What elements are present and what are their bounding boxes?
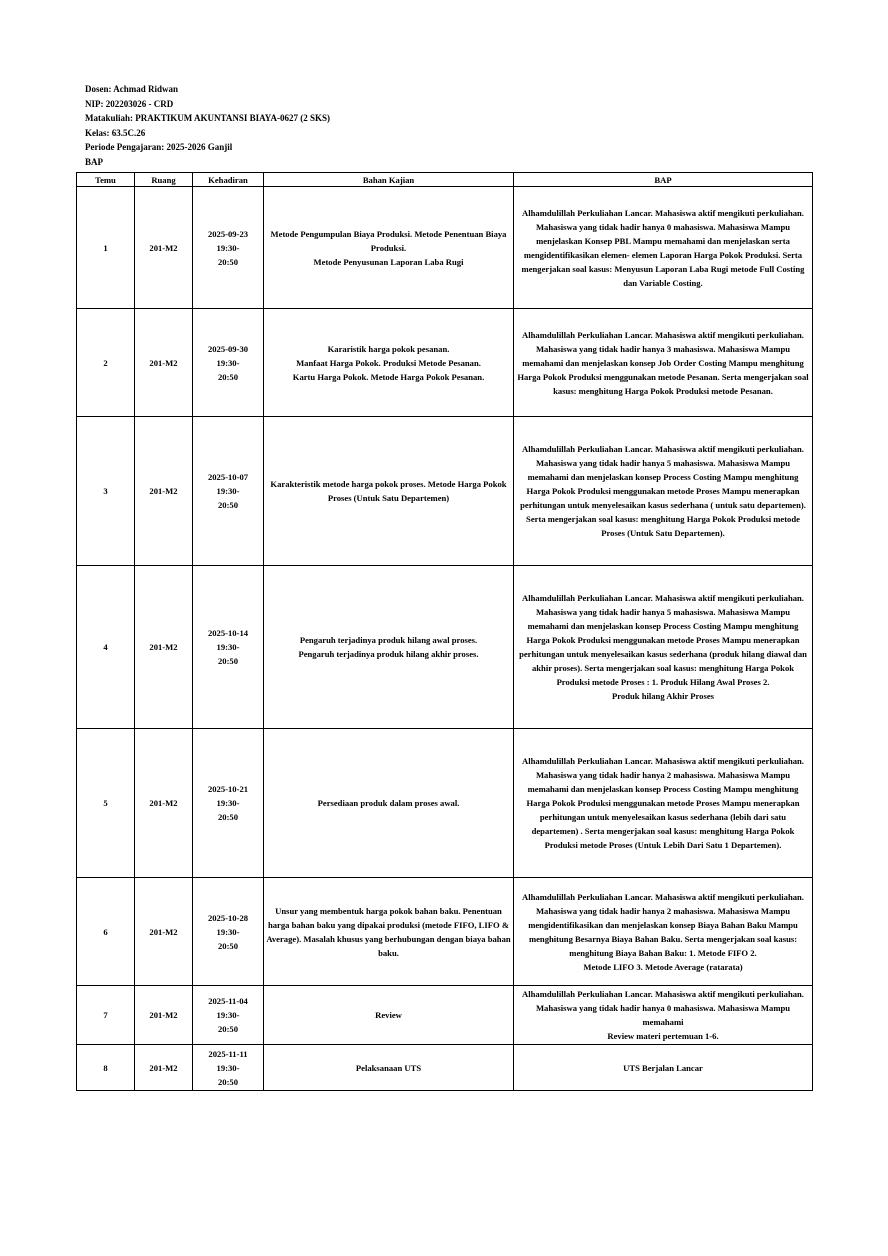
attendance-time: 19:30- <box>216 1062 240 1073</box>
cell-bahan-kajian <box>264 1045 514 1091</box>
bap-text: Alhamdulillah Perkuliahan Lancar. Mahasiswa aktif mengikuti perkuliahan. Mahasiswa yang tidak hadir hanya 0 mahasiswa. Mahasiswa Mampu memahami Review materi pertemuan 1-6. <box>522 989 804 1041</box>
attendance-time: 19:30- <box>216 926 240 937</box>
cell-bahan-kajian <box>264 986 514 1045</box>
cell-temu: 1 <box>77 187 135 309</box>
cell-ruang: 201-M2 <box>135 309 193 417</box>
cell-temu: 7 <box>77 986 135 1045</box>
table-row <box>77 986 813 1045</box>
bap-text: UTS Berjalan Lancar <box>623 1062 703 1073</box>
cell-bap <box>514 986 813 1045</box>
cell-bap <box>514 417 813 566</box>
bap-text: Alhamdulillah Perkuliahan Lancar. Mahasiswa aktif mengikuti perkuliahan. Mahasiswa yang tidak hadir hanya 5 mahasiswa. Mahasiswa Mampu memahami dan menjelaskan konsep Process Costing Mampu menghitung Harga Pokok Produksi menggunakan metode Proses Mampu menerapkan perhitungan untuk menyelesaikan kasus sederhana (produk hilang diawal dan akhir proses). Serta mengerjakan soal kasus: menghitung Harga Pokok Produksi metode Proses : 1. Produk Hilang Awal Proses 2. Produk hilang Akhir Proses <box>519 593 807 701</box>
table-row <box>77 566 813 729</box>
cell-bahan-kajian <box>264 878 514 986</box>
cell-temu: 8 <box>77 1045 135 1091</box>
cell-kehadiran <box>193 878 264 986</box>
cell-bahan-kajian <box>264 417 514 566</box>
period-line: Periode Pengajaran: 2025-2026 Ganjil <box>85 142 233 152</box>
attendance-date: 2025-10-28 <box>207 912 249 923</box>
cell-temu: 4 <box>77 566 135 729</box>
attendance-time: 19:30- <box>216 357 240 368</box>
bahan-kajian-text: Karakteristik metode harga pokok proses. Metode Harga Pokok Proses (Untuk Satu Departemen) <box>270 479 507 503</box>
attendance-date: 2025-10-07 <box>207 472 249 482</box>
bap-text: Alhamdulillah Perkuliahan Lancar. Mahasiswa aktif mengikuti perkuliahan. Mahasiswa yang tidak hadir hanya 5 mahasiswa. Mahasiswa Mampu memahami dan menjelaskan konsep Process Costing Mampu menghitung Harga Pokok Produksi menggunakan metode Proses Mampu menerapkan perhitungan untuk menyelesaikan kasus sederhana ( untuk satu departemen). Serta mengerjakan soal kasus: menghitung Harga Pokok Produksi metode Proses (Untuk Satu Departemen). <box>520 444 806 538</box>
cell-kehadiran <box>193 1045 264 1091</box>
attendance-time: 20:50 <box>217 940 239 951</box>
cell-ruang: 201-M2 <box>135 417 193 566</box>
col-header-bap: BAP <box>514 173 813 187</box>
lecturer-line: Dosen: Achmad Ridwan <box>85 84 179 94</box>
cell-kehadiran <box>193 187 264 309</box>
cell-kehadiran <box>193 566 264 729</box>
col-header-ruang: Ruang <box>135 173 193 187</box>
cell-kehadiran <box>193 729 264 878</box>
attendance-date: 2025-10-14 <box>207 628 249 638</box>
cell-bap <box>514 1045 813 1091</box>
cell-bap <box>514 729 813 878</box>
attendance-date: 2025-10-21 <box>207 784 249 794</box>
attendance-time: 20:50 <box>217 812 239 822</box>
bahan-kajian-text: Review <box>375 1010 402 1020</box>
cell-ruang: 201-M2 <box>135 986 193 1045</box>
attendance-time: 20:50 <box>217 1024 239 1034</box>
cell-kehadiran <box>193 417 264 566</box>
bahan-kajian-text: Pelaksanaan UTS <box>355 1062 422 1073</box>
cell-ruang: 201-M2 <box>135 878 193 986</box>
cell-ruang: 201-M2 <box>135 187 193 309</box>
cell-bahan-kajian <box>264 566 514 729</box>
bahan-kajian-text: Unsur yang membentuk harga pokok bahan baku. Penentuan harga bahan baku yang dipakai produksi (metode FIFO, LIFO & Average). Masalah khusus yang berhubungan dengan biaya bahan baku. <box>266 905 511 958</box>
cell-ruang: 201-M2 <box>135 566 193 729</box>
table-row <box>77 878 813 986</box>
attendance-time: 19:30- <box>216 242 240 253</box>
attendance-time: 20:50 <box>217 1076 239 1087</box>
table-row <box>77 1045 813 1091</box>
table-row <box>77 187 813 309</box>
cell-bahan-kajian <box>264 729 514 878</box>
bap-text: Alhamdulillah Perkuliahan Lancar. Mahasiswa aktif mengikuti perkuliahan. Mahasiswa yang tidak hadir hanya 2 mahasiswa. Mahasiswa Mampu memahami dan menjelaskan konsep Process Costing Mampu menghitung Harga Pokok Produksi menggunakan metode Proses Mampu menerapkan perhitungan untuk menyelesaikan kasus sederhana (lebih dari satu departemen) . Serta mengerjakan soal kasus: menghitung Harga Pokok Produksi metode Proses (Untuk Lebih Dari Satu 1 Departemen). <box>522 756 804 850</box>
class-line: Kelas: 63.5C.26 <box>85 127 146 138</box>
nip-line: NIP: 202203026 - CRD <box>85 98 174 109</box>
attendance-time: 19:30- <box>216 798 240 808</box>
attendance-time: 20:50 <box>217 256 239 267</box>
cell-temu: 2 <box>77 309 135 417</box>
cell-temu: 3 <box>77 417 135 566</box>
attendance-date: 2025-09-30 <box>207 343 249 354</box>
cell-bap <box>514 309 813 417</box>
attendance-time: 20:50 <box>217 371 239 382</box>
cell-bap <box>514 187 813 309</box>
cell-ruang: 201-M2 <box>135 1045 193 1091</box>
attendance-time: 20:50 <box>217 500 239 510</box>
col-header-kehadiran: Kehadiran <box>193 173 264 187</box>
cell-bahan-kajian <box>264 187 514 309</box>
table-row <box>77 417 813 566</box>
col-header-bahan-kajian: Bahan Kajian <box>264 173 514 187</box>
cell-kehadiran <box>193 986 264 1045</box>
bap-text: Alhamdulillah Perkuliahan Lancar. Mahasiswa aktif mengikuti perkuliahan. Mahasiswa yang tidak hadir hanya 2 mahasiswa. Mahasiswa Mampu mengidentifikasikan dan menjelaskan konsep Biaya Bahan Baku Mampu menghitung Besarnya Biaya Bahan Baku. Serta mengerjakan soal kasus: menghitung Biaya Bahan Baku: 1. Metode FIFO 2. Metode LIFO 3. Metode Average (ratarata) <box>522 891 804 972</box>
bahan-kajian-text: Persediaan produk dalam proses awal. <box>317 798 460 808</box>
section-title: BAP <box>85 156 103 167</box>
bahan-kajian-text: Pengaruh terjadinya produk hilang awal proses. Pengaruh terjadinya produk hilang akhir proses. <box>298 635 479 659</box>
cell-temu: 6 <box>77 878 135 986</box>
bap-text: Alhamdulillah Perkuliahan Lancar. Mahasiswa aktif mengikuti perkuliahan. Mahasiswa yang tidak hadir hanya 0 mahasiswa. Mahasiswa Mampu menjelaskan Konsep PBL Mampu memahami dan menjelaskan serta mengidentifikasikan elemen- elemen Laporan Harga Pokok Produksi. Serta mengerjakan soal kasus: Menyusun Laporan Laba Rugi metode Full Costing dan Variable Costing. <box>521 207 805 288</box>
col-header-temu: Temu <box>77 173 135 187</box>
document-header <box>85 82 330 169</box>
attendance-time: 19:30- <box>216 1010 240 1020</box>
attendance-date: 2025-09-23 <box>207 228 249 239</box>
bahan-kajian-text: Kararistik harga pokok pesanan. Manfaat Harga Pokok. Produksi Metode Pesanan. Kartu Harga Pokok. Metode Harga Pokok Pesanan. <box>292 343 485 382</box>
bap-table <box>76 172 813 1091</box>
bap-text: Alhamdulillah Perkuliahan Lancar. Mahasiswa aktif mengikuti perkuliahan. Mahasiswa yang tidak hadir hanya 3 mahasiswa. Mahasiswa Mampu memahami dan menjelaskan konsep Job Order Costing Mampu menghitung Harga Pokok Produksi menggunakan metode Pesanan. Serta mengerjakan soal kasus: menghitung Harga Pokok Produksi metode Pesanan. <box>517 329 809 396</box>
attendance-date: 2025-11-11 <box>208 1048 248 1059</box>
attendance-time: 19:30- <box>216 486 240 496</box>
attendance-time: 20:50 <box>217 656 239 666</box>
attendance-time: 19:30- <box>216 642 240 652</box>
cell-bap <box>514 878 813 986</box>
table-row <box>77 309 813 417</box>
cell-bahan-kajian <box>264 309 514 417</box>
course-line: Matakuliah: PRAKTIKUM AKUNTANSI BIAYA-0627 (2 SKS) <box>85 113 330 123</box>
table-header-row <box>77 173 813 187</box>
cell-temu: 5 <box>77 729 135 878</box>
cell-bap <box>514 566 813 729</box>
bahan-kajian-text: Metode Pengumpulan Biaya Produksi. Metode Penentuan Biaya Produksi. Metode Penyusunan Laporan Laba Rugi <box>270 228 507 267</box>
attendance-date: 2025-11-04 <box>208 996 248 1006</box>
cell-ruang: 201-M2 <box>135 729 193 878</box>
cell-kehadiran <box>193 309 264 417</box>
table-row <box>77 729 813 878</box>
